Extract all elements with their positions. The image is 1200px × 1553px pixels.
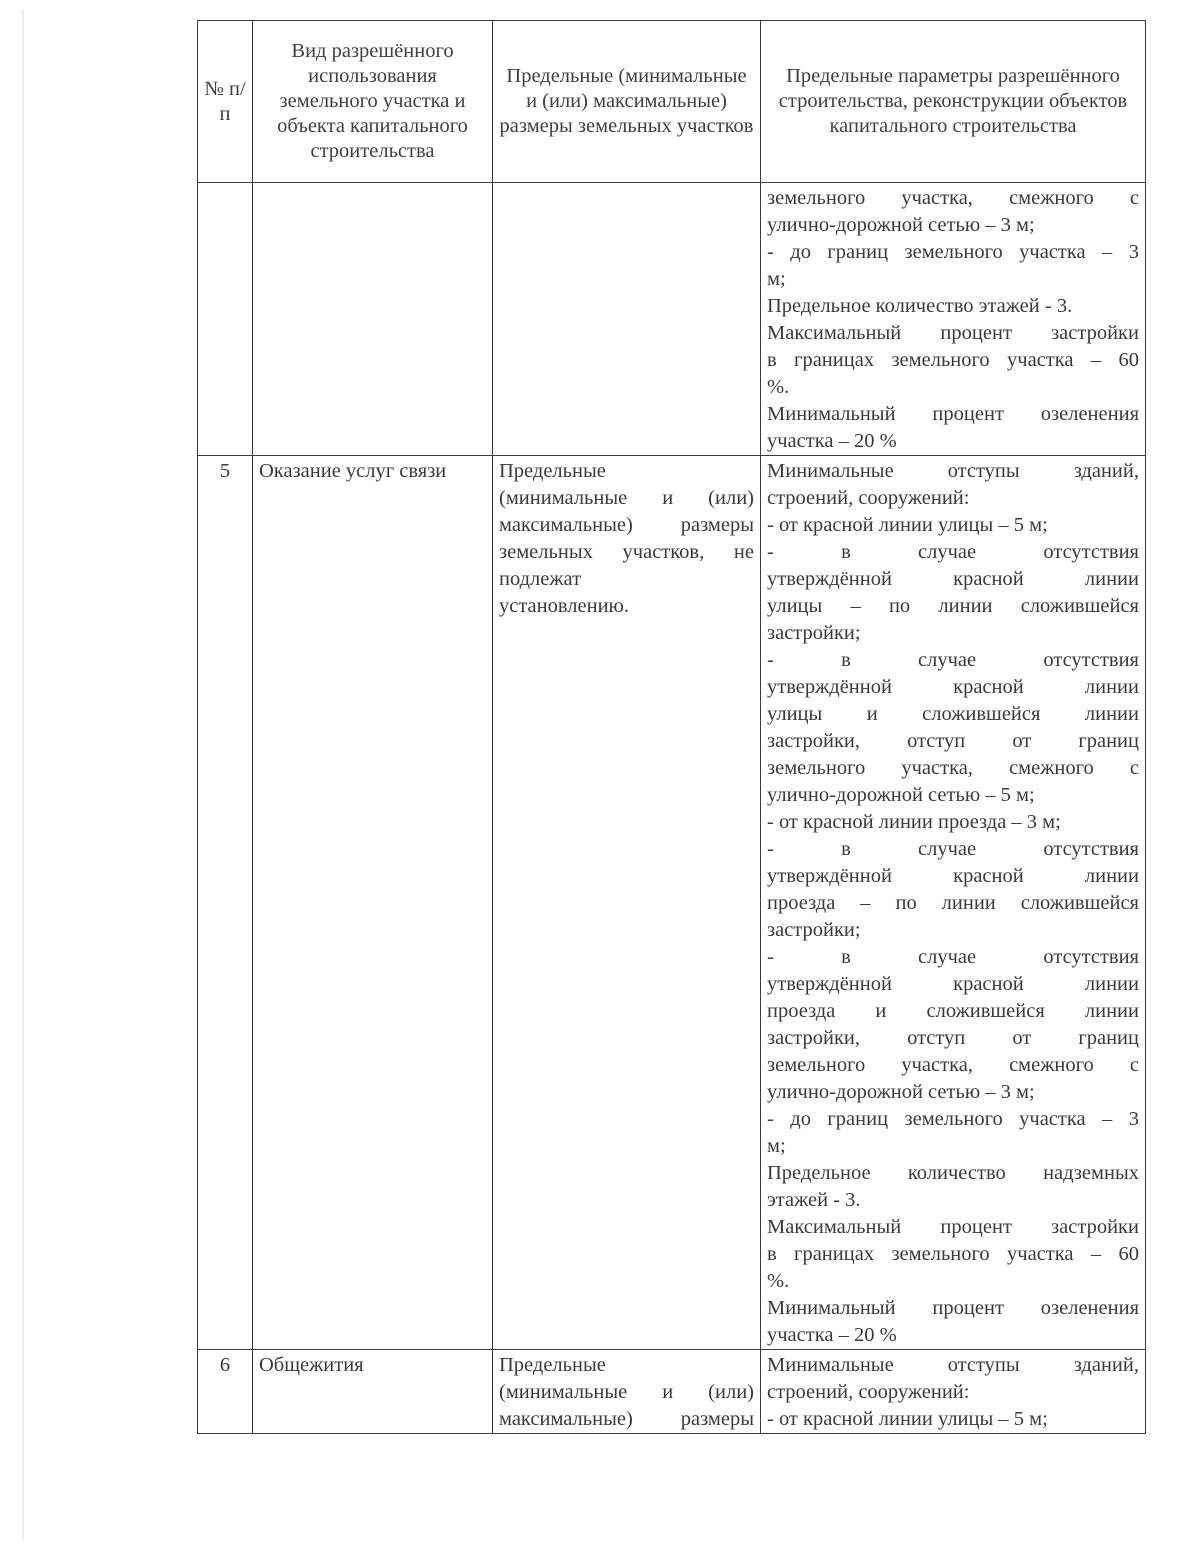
params-line: улично-дорожной сетью – 3 м; bbox=[767, 1081, 1035, 1103]
table-header-row bbox=[198, 21, 1146, 183]
row-params bbox=[761, 183, 1146, 456]
sizes-line: максимальные) размеры bbox=[499, 1408, 754, 1430]
row-use-type: Общежития bbox=[253, 1350, 493, 1434]
row-sizes bbox=[493, 1350, 761, 1434]
sizes-line: (минимальные и (или) bbox=[499, 487, 754, 509]
row-number bbox=[198, 183, 253, 456]
params-line: проезда и сложившейся линии bbox=[767, 1000, 1139, 1022]
params-line: этажей - 3. bbox=[767, 1189, 861, 1211]
table-row bbox=[198, 456, 1146, 1350]
params-line: - в случае отсутствия bbox=[767, 541, 1139, 563]
params-line: улично-дорожной сетью – 3 м; bbox=[767, 214, 1035, 236]
params-line: - в случае отсутствия bbox=[767, 649, 1139, 671]
params-line: Минимальный процент озеленения bbox=[767, 1297, 1139, 1319]
params-line: застройки; bbox=[767, 622, 861, 644]
params-line: утверждённой красной линии bbox=[767, 568, 1139, 590]
sizes-line: Предельные bbox=[499, 460, 606, 482]
params-line: - до границ земельного участка – 3 bbox=[767, 1108, 1139, 1130]
row-number: 5 bbox=[198, 456, 253, 1350]
row-number: 6 bbox=[198, 1350, 253, 1434]
sizes-line: максимальные) размеры bbox=[499, 514, 754, 536]
sizes-line: установлению. bbox=[499, 595, 629, 617]
params-line: застройки; bbox=[767, 919, 861, 941]
params-line: утверждённой красной линии bbox=[767, 973, 1139, 995]
params-line: улицы и сложившейся линии bbox=[767, 703, 1139, 725]
params-line: в границах земельного участка – 60 bbox=[767, 1243, 1139, 1265]
table-row bbox=[198, 183, 1146, 456]
row-use-type bbox=[253, 183, 493, 456]
params-line: м; bbox=[767, 1135, 786, 1157]
params-line: %. bbox=[767, 1270, 790, 1292]
header-params: Предельные параметры разрешённого строительства, реконструкции объектов капитального строительства bbox=[761, 21, 1146, 183]
land-use-table bbox=[197, 20, 1146, 1434]
params-line: проезда – по линии сложившейся bbox=[767, 892, 1139, 914]
sizes-line: (минимальные и (или) bbox=[499, 1381, 754, 1403]
params-line: - от красной линии улицы – 5 м; bbox=[767, 514, 1048, 536]
params-line: - в случае отсутствия bbox=[767, 946, 1139, 968]
params-line: Минимальные отступы зданий, bbox=[767, 460, 1139, 482]
params-line: утверждённой красной линии bbox=[767, 865, 1139, 887]
row-use-type: Оказание услуг связи bbox=[253, 456, 493, 1350]
row-params bbox=[761, 456, 1146, 1350]
params-line: строений, сооружений: bbox=[767, 487, 970, 509]
params-line: улицы – по линии сложившейся bbox=[767, 595, 1139, 617]
params-line: - до границ земельного участка – 3 bbox=[767, 241, 1139, 263]
params-line: утверждённой красной линии bbox=[767, 676, 1139, 698]
params-line: Максимальный процент застройки bbox=[767, 322, 1139, 344]
params-line: застройки, отступ от границ bbox=[767, 1027, 1139, 1049]
params-line: м; bbox=[767, 268, 786, 290]
params-line: в границах земельного участка – 60 bbox=[767, 349, 1139, 371]
params-line: - от красной линии проезда – 3 м; bbox=[767, 811, 1061, 833]
row-sizes bbox=[493, 183, 761, 456]
document-page bbox=[197, 20, 1145, 1434]
params-line: застройки, отступ от границ bbox=[767, 730, 1139, 752]
params-line: Предельное количество этажей - 3. bbox=[767, 295, 1073, 317]
params-line: участка – 20 % bbox=[767, 430, 897, 452]
params-line: земельного участка, смежного с bbox=[767, 187, 1139, 209]
params-line: - от красной линии улицы – 5 м; bbox=[767, 1408, 1048, 1430]
sizes-line: подлежат bbox=[499, 568, 582, 590]
params-line: Максимальный процент застройки bbox=[767, 1216, 1139, 1238]
params-line: Предельное количество надземных bbox=[767, 1162, 1139, 1184]
params-line: земельного участка, смежного с bbox=[767, 1054, 1139, 1076]
sizes-line: Предельные bbox=[499, 1354, 606, 1376]
params-line: - в случае отсутствия bbox=[767, 838, 1139, 860]
header-sizes: Предельные (минимальные и (или) максимальные) размеры земельных участков bbox=[493, 21, 761, 183]
params-line: участка – 20 % bbox=[767, 1324, 897, 1346]
params-line: строений, сооружений: bbox=[767, 1381, 970, 1403]
table-body bbox=[198, 183, 1146, 1434]
params-line: %. bbox=[767, 376, 790, 398]
params-line: улично-дорожной сетью – 5 м; bbox=[767, 784, 1035, 806]
header-num: № п/п bbox=[198, 21, 253, 183]
scan-edge bbox=[22, 10, 24, 1540]
params-line: земельного участка, смежного с bbox=[767, 757, 1139, 779]
sizes-line: земельных участков, не bbox=[499, 541, 754, 563]
params-line: Минимальные отступы зданий, bbox=[767, 1354, 1139, 1376]
header-use-type: Вид разрешённого использования земельного участка и объекта капитального строительства bbox=[253, 21, 493, 183]
table-row bbox=[198, 1350, 1146, 1434]
row-sizes bbox=[493, 456, 761, 1350]
row-params bbox=[761, 1350, 1146, 1434]
params-line: Минимальный процент озеленения bbox=[767, 403, 1139, 425]
